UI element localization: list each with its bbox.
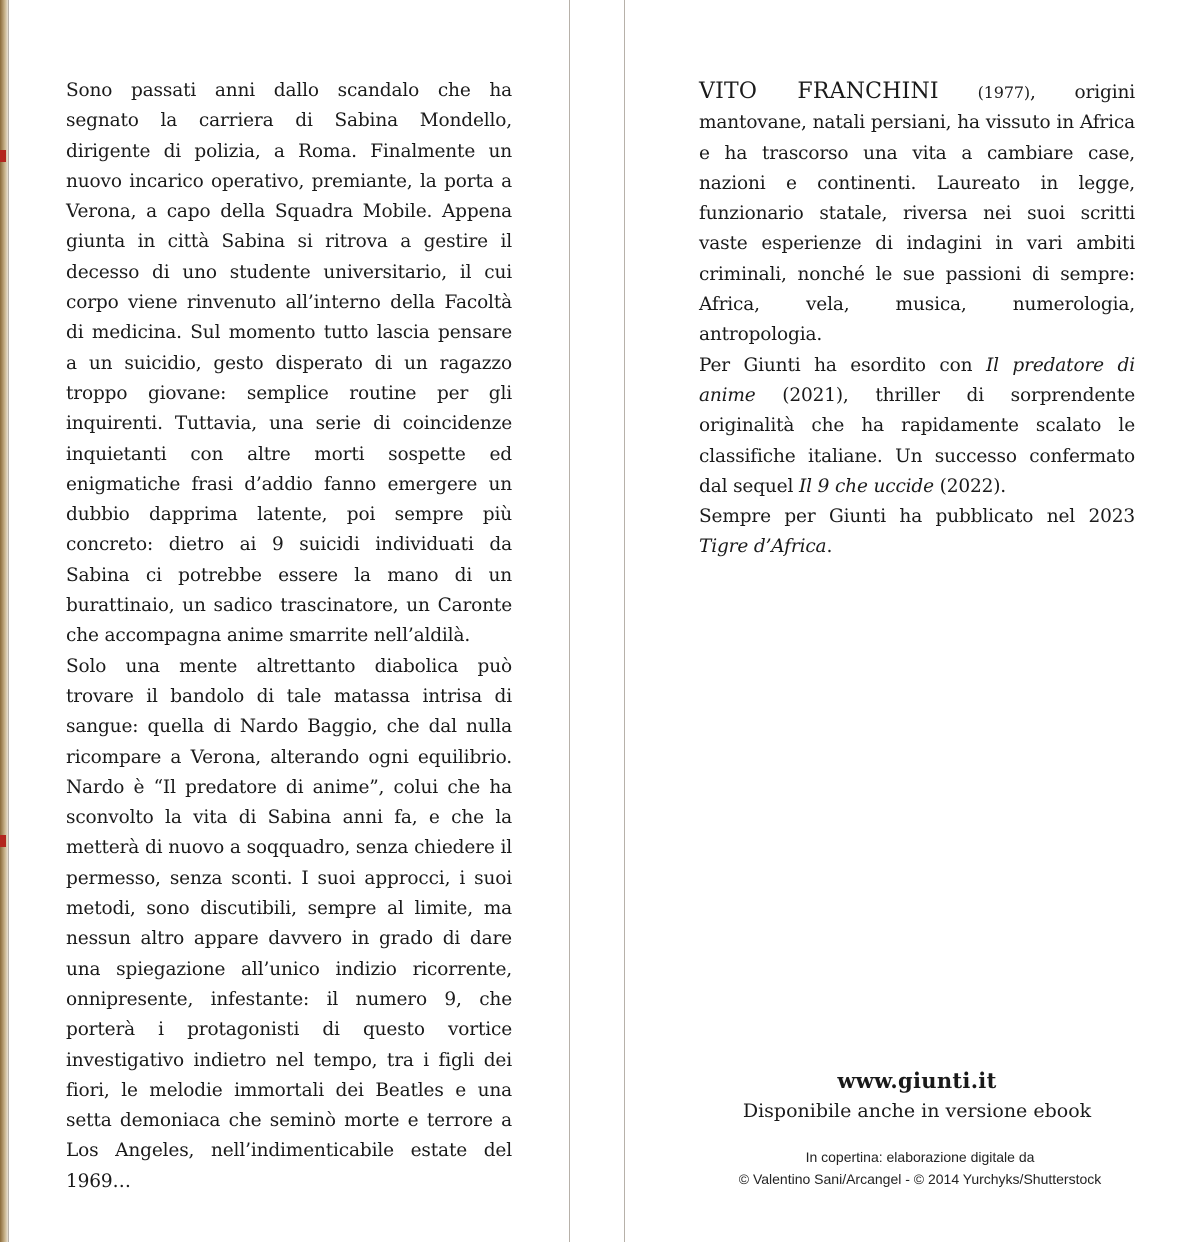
bio-text: , origini mantovane, natali persiani, ha vissuto in Africa e ha trascorso una vita a cambiare case, nazioni e continenti. Laureato in legge, funzionario statale, riversa nei suoi scritti vaste esperienze di indagini in vari ambiti criminali, nonché le sue passioni di sempre: Africa, vela, musica, numerologia, antropologia.: [699, 82, 1135, 346]
synopsis-paragraph-2: Solo una mente altrettanto diabolica può trovare il bandolo di tale matassa intrisa di sangue: quella di Nardo Baggio, che dal nulla ricompare a Verona, alterando ogni equilibrio. Nardo è “Il predatore di anime”, colui che ha sconvolto la vita di Sabina anni fa, e che la metterà di nuovo a soqquadro, senza chiedere il permesso, senza sconti. I suoi approcci, i suoi metodi, sono discutibili, sempre al limite, ma nessun altro appare davvero in grado di dare una spiegazione all’unico indizio ricorrente, onnipresente, infestante: il numero 9, che porterà i protagonisti di questo vortice investigativo indietro nel tempo, tra i figli dei fiori, le melodie immortali dei Beatles e una setta demoniaca che seminò morte e terrore a Los Angeles, nell’indimenticabile estate del 1969…: [66, 655, 512, 1192]
author-bio: [699, 77, 1135, 563]
ebook-availability-note: Disponibile anche in versione ebook: [742, 1100, 1092, 1122]
publisher-website[interactable]: www.giunti.it: [837, 1068, 997, 1093]
spine-red-mark: [0, 150, 6, 162]
flap-gutter: [571, 0, 624, 1242]
book-spine-edge: [0, 0, 8, 1242]
cover-credit-line-2: © Valentino Sani/Arcangel - © 2014 Yurchyks/Shutterstock: [738, 1171, 1102, 1187]
right-flap-author-panel: [624, 0, 1200, 1242]
bio-paragraph-3: Sempre per Giunti ha pubblicato nel 2023 Tigre d’Africa.: [699, 506, 1135, 558]
bio-paragraph-2: Per Giunti ha esordito con Il predatore di anime (2021), thriller di sorprendente originalità che ha rapidamente scalato le classifiche italiane. Un successo confermato dal sequel Il 9 che uccide (2022).: [699, 354, 1135, 497]
synopsis-paragraph-1: Sono passati anni dallo scandalo che ha segnato la carriera di Sabina Mondello, dirigente di polizia, a Roma. Finalmente un nuovo incarico operativo, premiante, la porta a Verona, a capo della Squadra Mobile. Appena giunta in città Sabina si ritrova a gestire il decesso di uno studente universitario, il cui corpo viene rinvenuto all’interno della Facoltà di medicina. Sul momento tutto lascia pensare a un suicidio, gesto disperato di un ragazzo troppo giovane: semplice routine per gli inquirenti. Tuttavia, una serie di coincidenze inquietanti con altre morti sospette ed enigmatiche frasi d’addio fanno emergere un dubbio dapprima latente, poi sempre più concreto: dietro ai 9 suicidi individuati da Sabina ci potrebbe essere la mano di un burattinaio, un sadico trascinatore, un Caronte che accompagna anime smarrite nell’aldilà.: [66, 80, 512, 647]
spine-red-mark: [0, 835, 6, 847]
left-flap-synopsis-panel: [8, 0, 570, 1242]
book-title-sequel: Il 9 che uccide: [798, 475, 934, 497]
synopsis-text: [66, 76, 512, 1197]
book-title-debut: Il predatore di anime: [699, 354, 1135, 406]
cover-credit-line-1: In copertina: elaborazione digitale da: [805, 1149, 1035, 1165]
author-name: VITO FRANCHINI: [699, 79, 939, 104]
bio-paragraph-1: [699, 77, 1135, 351]
book-title-latest: Tigre d’Africa: [699, 536, 827, 558]
author-birth-year: (1977): [977, 83, 1030, 102]
